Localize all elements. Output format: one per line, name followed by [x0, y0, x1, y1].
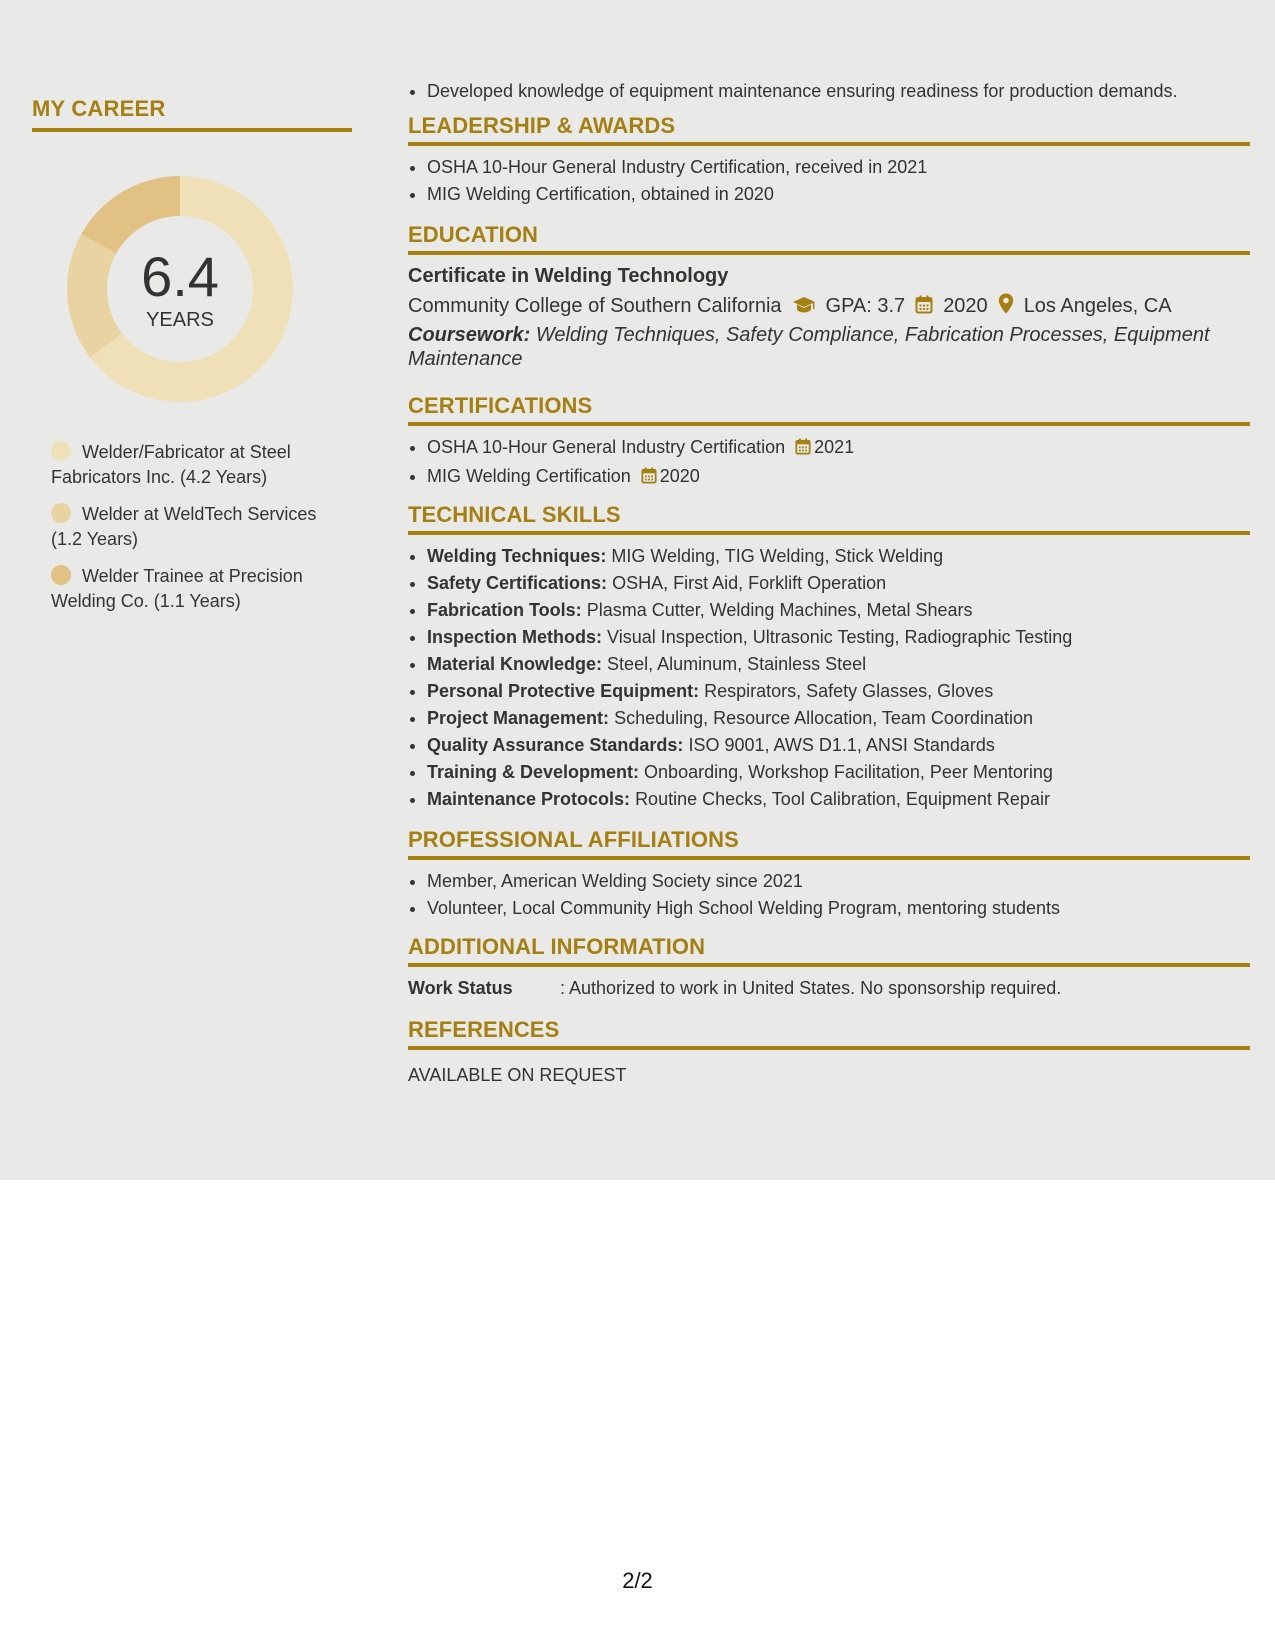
additional-info-section — [408, 934, 1250, 1001]
skill-value: OSHA, First Aid, Forklift Operation — [612, 573, 887, 593]
skill-item — [427, 732, 1250, 759]
legend-label: Welder Trainee at Precision Welding Co. (1.1 Years) — [51, 566, 303, 611]
references-section — [408, 1017, 1250, 1088]
skill-label: Safety Certifications: — [427, 573, 608, 593]
main-content — [408, 78, 1250, 1088]
coursework-label: Coursework: — [408, 324, 531, 346]
legend-item — [51, 564, 341, 614]
skill-value: Onboarding, Workshop Facilitation, Peer Mentoring — [644, 762, 1053, 782]
calendar-icon — [795, 436, 811, 463]
experience-bullets — [408, 78, 1250, 105]
skill-item — [427, 759, 1250, 786]
section-heading: ADDITIONAL INFORMATION — [408, 934, 1250, 967]
skill-item — [427, 786, 1250, 813]
list-item — [427, 434, 1250, 463]
work-status-label: Work Status — [408, 978, 513, 998]
skill-label: Personal Protective Equipment: — [427, 681, 700, 701]
total-years-value: 6.4 — [141, 244, 219, 308]
skill-item — [427, 624, 1250, 651]
gpa: GPA: 3.7 — [825, 295, 906, 317]
graduation-cap-icon — [792, 293, 816, 323]
section-heading: REFERENCES — [408, 1017, 1250, 1050]
skill-value: Plasma Cutter, Welding Machines, Metal Shears — [586, 600, 973, 620]
legend-label: Welder/Fabricator at Steel Fabricators Inc. (4.2 Years) — [51, 442, 291, 487]
skill-value: Scheduling, Resource Allocation, Team Coordination — [614, 708, 1033, 728]
skill-item — [427, 705, 1250, 732]
legend-dot-icon — [51, 441, 71, 461]
list-item — [427, 463, 1250, 492]
skill-value: Routine Checks, Tool Calibration, Equipment Repair — [635, 789, 1050, 809]
skill-item — [427, 678, 1250, 705]
calendar-icon — [641, 465, 657, 492]
page-number: 2/2 — [622, 1568, 653, 1593]
school-name: Community College of Southern California — [408, 295, 782, 317]
certification-year: 2021 — [814, 437, 855, 457]
skill-label: Quality Assurance Standards: — [427, 735, 684, 755]
skill-label: Material Knowledge: — [427, 654, 603, 674]
education-section — [408, 222, 1250, 371]
section-heading: LEADERSHIP & AWARDS — [408, 113, 1250, 146]
calendar-icon — [915, 293, 933, 323]
skill-label: Training & Development: — [427, 762, 640, 782]
section-heading: TECHNICAL SKILLS — [408, 502, 1250, 535]
skill-item — [427, 651, 1250, 678]
references-text: AVAILABLE ON REQUEST — [408, 1065, 627, 1085]
skill-item — [427, 597, 1250, 624]
list-item: • Developed knowledge of equipment maintenance ensuring readiness for production demands. — [427, 78, 1250, 105]
skill-value: Steel, Aluminum, Stainless Steel — [607, 654, 867, 674]
certification-name: OSHA 10-Hour General Industry Certification — [427, 437, 786, 457]
career-sidebar — [32, 96, 352, 626]
affiliations-section — [408, 827, 1250, 922]
legend-dot-icon — [51, 565, 71, 585]
legend-dot-icon — [51, 503, 71, 523]
school-location: Los Angeles, CA — [1023, 295, 1172, 317]
education-details — [408, 291, 1250, 323]
skill-value: MIG Welding, TIG Welding, Stick Welding — [611, 546, 944, 566]
skill-label: Maintenance Protocols: — [427, 789, 631, 809]
work-status-value: : Authorized to work in United States. No sponsorship required. — [560, 978, 1062, 998]
skill-item — [427, 543, 1250, 570]
certification-name: MIG Welding Certification — [427, 466, 631, 486]
coursework — [408, 323, 1250, 371]
certification-year: 2020 — [659, 466, 700, 486]
graduation-year: 2020 — [943, 295, 988, 317]
skill-value: ISO 9001, AWS D1.1, ANSI Standards — [688, 735, 995, 755]
list-item: • OSHA 10-Hour General Industry Certification, received in 2021 — [427, 154, 1250, 181]
certifications-section — [408, 393, 1250, 492]
coursework-list: Welding Techniques, Safety Compliance, Fabrication Processes, Equipment Maintenance — [408, 324, 1210, 370]
list-item: • Volunteer, Local Community High School Welding Program, mentoring students — [427, 895, 1250, 922]
career-heading: MY CAREER — [32, 96, 352, 132]
section-heading: PROFESSIONAL AFFILIATIONS — [408, 827, 1250, 860]
location-pin-icon — [998, 293, 1014, 323]
skill-item — [427, 570, 1250, 597]
skill-label: Welding Techniques: — [427, 546, 607, 566]
career-legend — [51, 440, 341, 614]
legend-item — [51, 440, 341, 490]
list-item: • Member, American Welding Society since 2021 — [427, 868, 1250, 895]
section-heading: EDUCATION — [408, 222, 1250, 255]
technical-skills-section — [408, 502, 1250, 813]
skill-value: Visual Inspection, Ultrasonic Testing, Radiographic Testing — [607, 627, 1073, 647]
skill-label: Project Management: — [427, 708, 610, 728]
skill-value: Respirators, Safety Glasses, Gloves — [704, 681, 994, 701]
legend-label: Welder at WeldTech Services (1.2 Years) — [51, 504, 317, 549]
skill-label: Inspection Methods: — [427, 627, 602, 647]
leadership-section — [408, 113, 1250, 208]
legend-item — [51, 502, 341, 552]
degree-title: Certificate in Welding Technology — [408, 265, 729, 287]
total-years-unit: YEARS — [146, 308, 214, 331]
work-status-row — [408, 975, 1250, 1001]
career-donut-chart — [65, 174, 295, 404]
section-heading: CERTIFICATIONS — [408, 393, 1250, 426]
skill-label: Fabrication Tools: — [427, 600, 582, 620]
donut-center — [65, 174, 295, 404]
list-item: • MIG Welding Certification, obtained in 2020 — [427, 181, 1250, 208]
